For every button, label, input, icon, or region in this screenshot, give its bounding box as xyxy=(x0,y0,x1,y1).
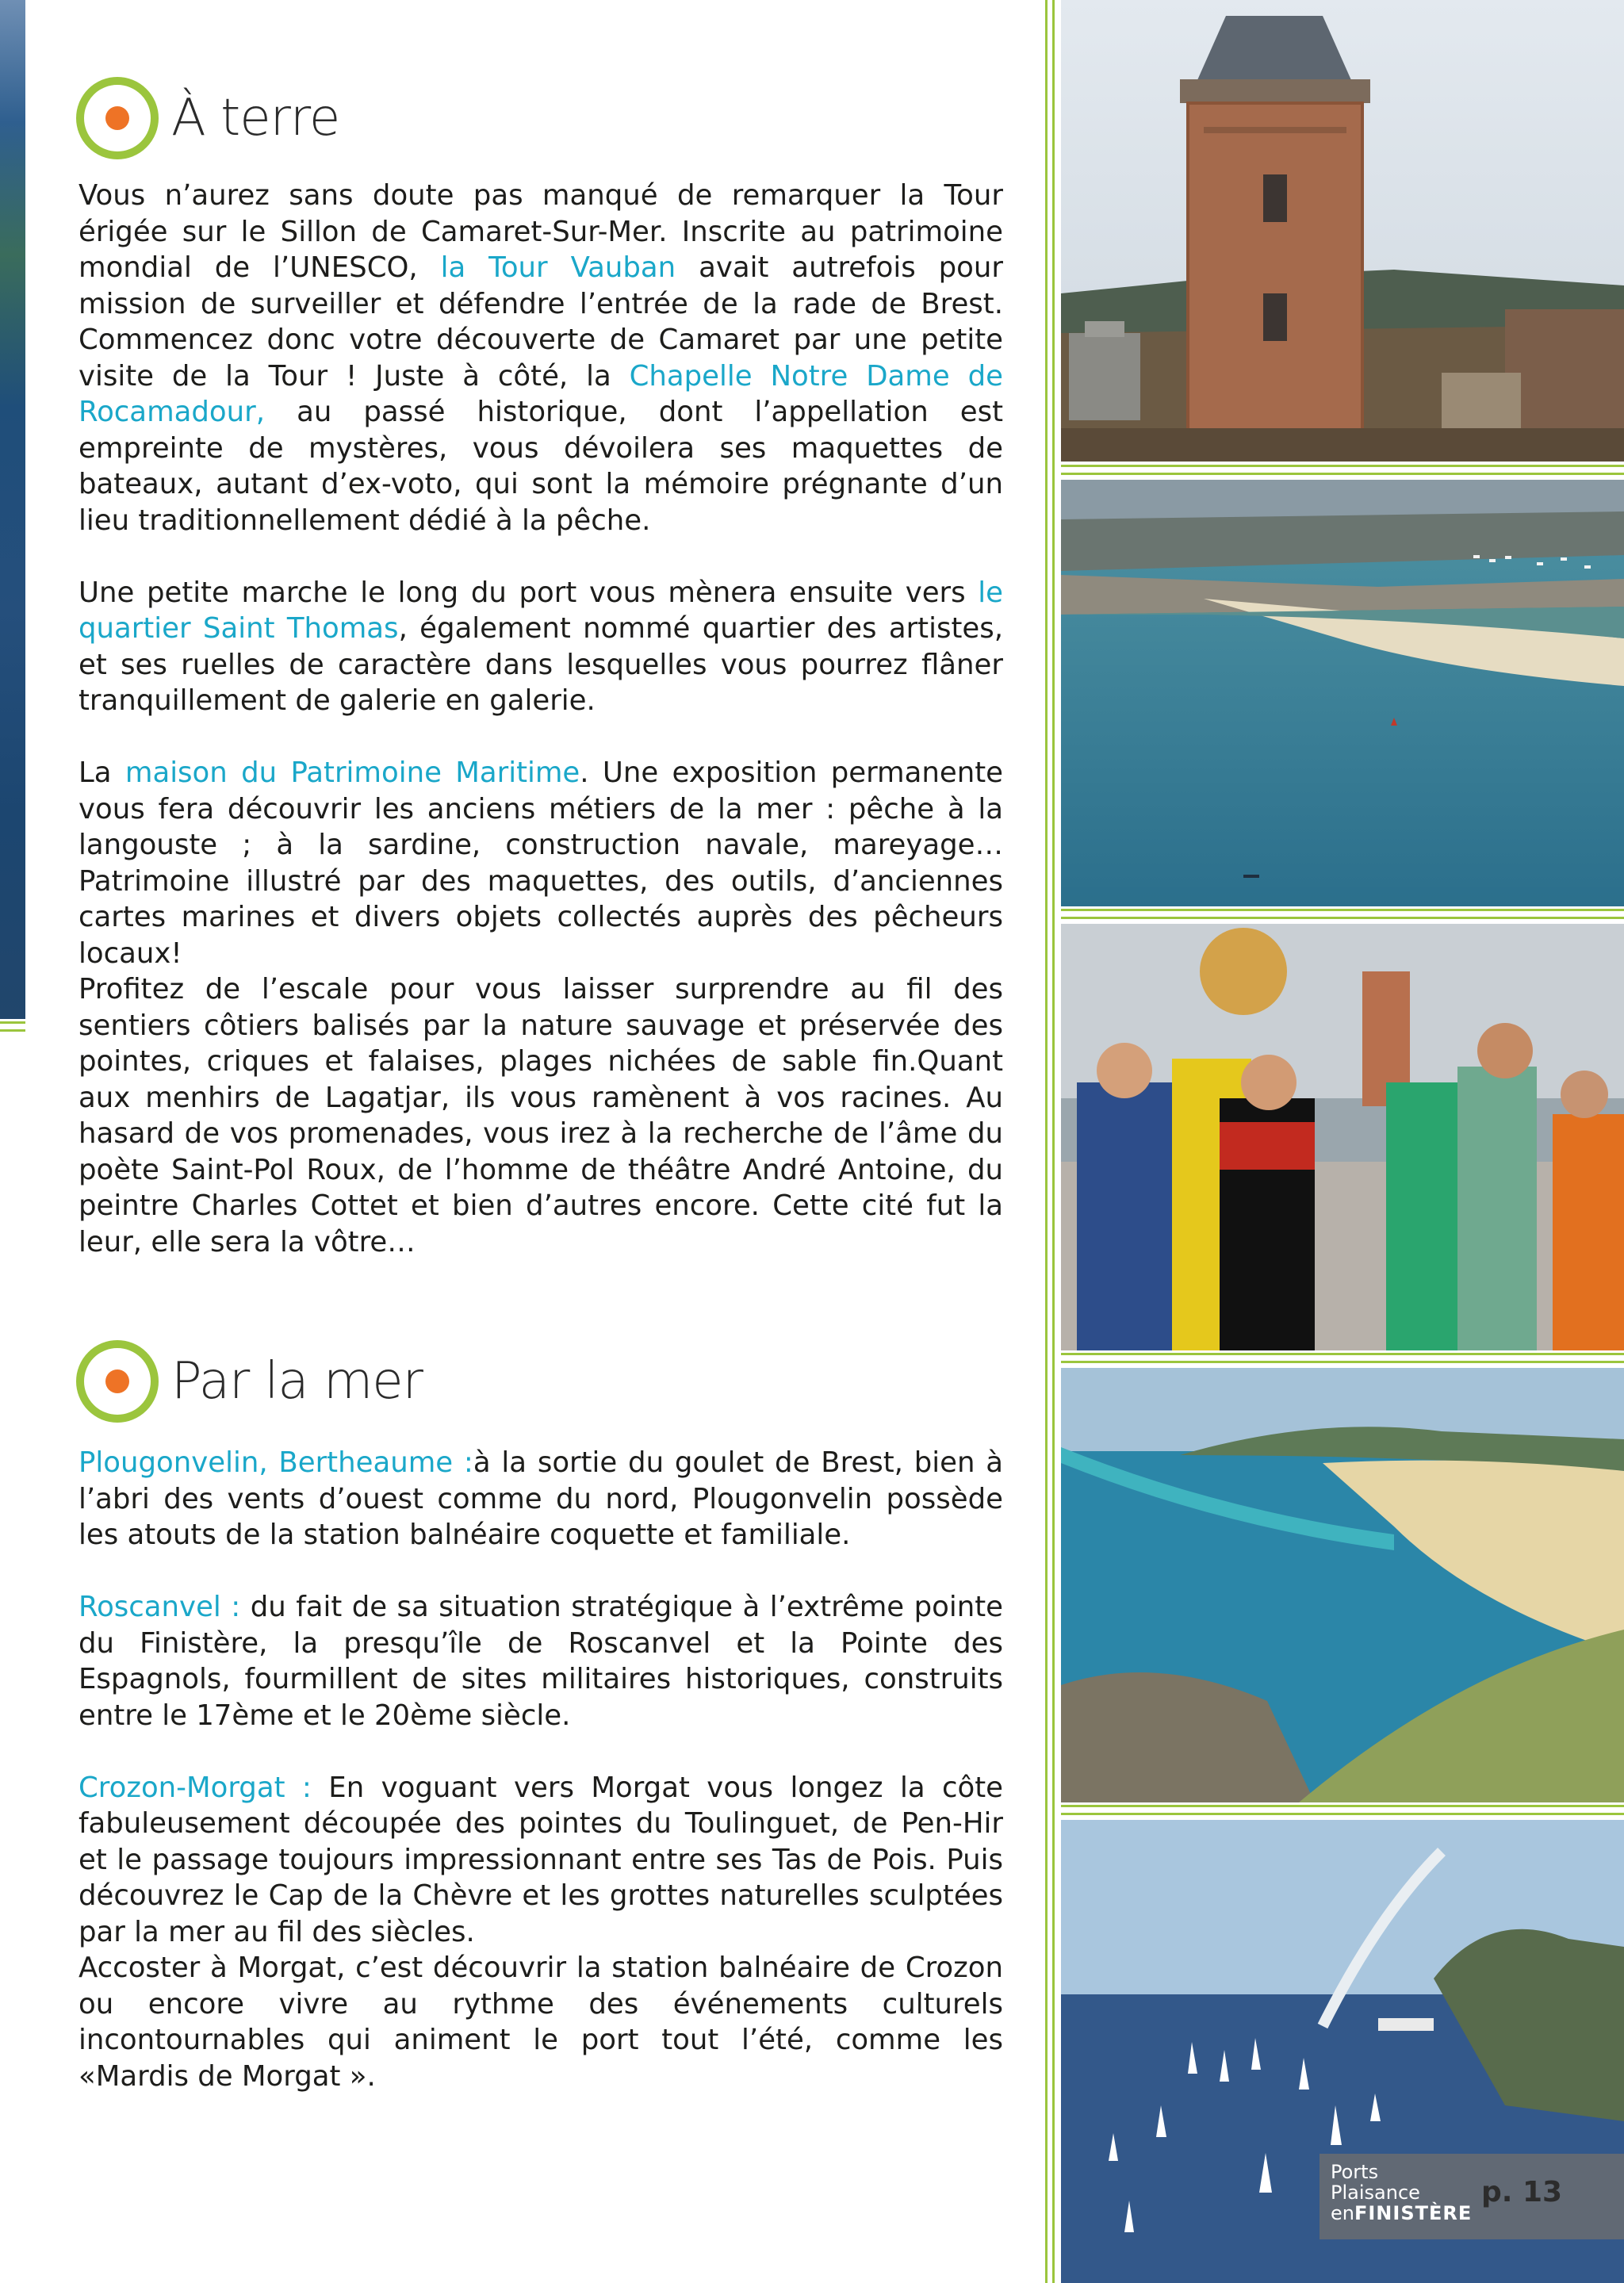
publication-logo xyxy=(1331,2162,1472,2224)
logo-line-ports: Ports xyxy=(1331,2161,1379,2183)
previous-page-border xyxy=(0,1021,25,1024)
body-text: Vous n’aurez sans doute pas manqué de remarquer la Tour érigée sur le Sillon de Camaret-Sur-Mer. Inscrite au patrimoine mondial de l’UNESCO, xyxy=(79,179,1003,284)
highlighted-place-name: Crozon-Morgat : xyxy=(79,1771,312,1804)
highlighted-place-name: Plougonvelin, Bertheaume : xyxy=(79,1446,473,1479)
coastal-beach-photo xyxy=(1061,1368,1624,1802)
section-heading-on-land xyxy=(76,77,339,159)
body-text: avait autrefois pour mission de surveiller et défendre l’entrée de la rade de Brest. Commencez donc votre découverte de Camaret par une petite visite de la Tour ! Juste à côté, la xyxy=(79,251,1003,393)
body-text: La xyxy=(79,757,125,789)
paragraph xyxy=(79,1589,1003,1733)
bullet-dot-icon xyxy=(105,106,129,130)
paragraph xyxy=(79,1950,1003,2094)
section-title: Par la mer xyxy=(171,1352,423,1411)
body-text: du fait de sa situation stratégique à l’extrême pointe du Finistère, la presqu’île de Roscanvel et la Pointe des Espagnols, fourmillent de sites militaires historiques, construits entre le 17ème et le 20ème siècle. xyxy=(79,1591,1004,1732)
brass-band-photo xyxy=(1061,924,1624,1350)
photo-separator xyxy=(1061,1813,1624,1815)
bullet-dot-icon xyxy=(105,1369,129,1393)
tower-photo xyxy=(1061,0,1624,462)
paragraph-gap xyxy=(79,538,1003,575)
paragraph-gap xyxy=(79,1733,1003,1770)
photo-separator xyxy=(1061,1805,1624,1807)
logo-line-en: en xyxy=(1331,2202,1354,2224)
body-text: , également nommé quartier des artistes, et ses ruelles de caractère dans lesquelles vous pourrez flâner tranquillement de galerie en galerie. xyxy=(79,612,1003,717)
body-text: Accoster à Morgat, c’est découvrir la station balnéaire de Crozon ou encore vivre au rythme des événements culturels incontournables qui animent le port tout l’été, comme les «Mardis de Morgat ». xyxy=(79,1952,1003,2093)
logo-line-plaisance: Plaisance xyxy=(1331,2181,1420,2204)
photo-separator xyxy=(1061,1361,1624,1363)
paragraph-gap xyxy=(79,719,1003,756)
section-body-on-land xyxy=(79,178,1003,1260)
highlighted-place-name: Chapelle Notre Dame de Rocamadour, xyxy=(79,359,1003,428)
highlighted-place-name: Roscanvel : xyxy=(79,1591,241,1623)
section-title: À terre xyxy=(171,89,340,147)
photo-separator xyxy=(1061,909,1624,911)
paragraph xyxy=(79,755,1003,971)
column-border xyxy=(1052,0,1055,2283)
highlighted-place-name: le quartier Saint Thomas xyxy=(79,576,1003,645)
photo-separator xyxy=(1061,473,1624,475)
photo-separator xyxy=(1061,465,1624,467)
logo-line-finistere: FINISTÈRE xyxy=(1354,2202,1473,2224)
body-text: En voguant vers Morgat vous longez la côte fabuleusement découpée des pointes du Toulinguet, de Pen-Hir et le passage toujours impressionnant entre ses Tas de Pois. Puis découvrez le Cap de la Chèvre et les grottes naturelles sculptées par la mer au fil des siècles. xyxy=(79,1771,1003,1948)
bullet-ring-icon xyxy=(76,1340,159,1423)
photo-separator xyxy=(1061,917,1624,919)
page-footer xyxy=(1320,2154,1624,2239)
body-text: . Une exposition permanente vous fera découvrir les anciens métiers de la mer : pêche à la langouste ; à la sardine, construction navale, mareyage… Patrimoine illustré par des maquettes, des outils, d’anciennes cartes marines et divers objets collectés auprès des pêcheurs locaux! xyxy=(79,757,1003,970)
section-body-by-sea xyxy=(79,1445,1003,2094)
paragraph xyxy=(79,575,1003,719)
section-heading-by-sea xyxy=(76,1340,423,1423)
paragraph xyxy=(79,1445,1003,1553)
body-text: à la sortie du goulet de Brest, bien à l’abri des vents d’ouest comme du nord, Plougonvelin possède les atouts de la station balnéaire coquette et familiale. xyxy=(79,1446,1003,1551)
body-text: Profitez de l’escale pour vous laisser surprendre au fil des sentiers côtiers balisés par la nature sauvage et préservée des pointes, criques et falaises, plages nichées de sable fin.Quant aux menhirs de Lagatjar, ils vous ramènent à vos racines. Au hasard de vos promenades, vous irez à la recherche de l’âme du poète Saint-Pol Roux, de l’homme de théâtre André Antoine, du peintre Charles Cottet et bien d’autres encore. Cette cité fut la leur, elle sera la vôtre… xyxy=(79,973,1003,1258)
highlighted-place-name: maison du Patrimoine Maritime xyxy=(124,757,580,789)
page-number: p. 13 xyxy=(1481,2176,1563,2208)
column-border xyxy=(1045,0,1048,2283)
photo-separator xyxy=(1061,1353,1624,1355)
previous-page-photo-edge xyxy=(0,0,25,1019)
paragraph xyxy=(79,1770,1003,1951)
harbor-beach-photo xyxy=(1061,480,1624,906)
paragraph-gap xyxy=(79,1553,1003,1590)
highlighted-place-name: la Tour Vauban xyxy=(440,251,676,284)
bullet-ring-icon xyxy=(76,77,159,159)
body-text: au passé historique, dont l’appellation est empreinte de mystères, vous dévoilera ses maquettes de bateaux, autant d’ex-voto, qui sont la mémoire prégnante d’un lieu traditionnellement dédié à la pêche. xyxy=(79,396,1003,537)
previous-page-border xyxy=(0,1029,25,1032)
paragraph xyxy=(79,178,1003,538)
body-text: Une petite marche le long du port vous mènera ensuite vers xyxy=(79,576,979,609)
paragraph xyxy=(79,971,1003,1260)
